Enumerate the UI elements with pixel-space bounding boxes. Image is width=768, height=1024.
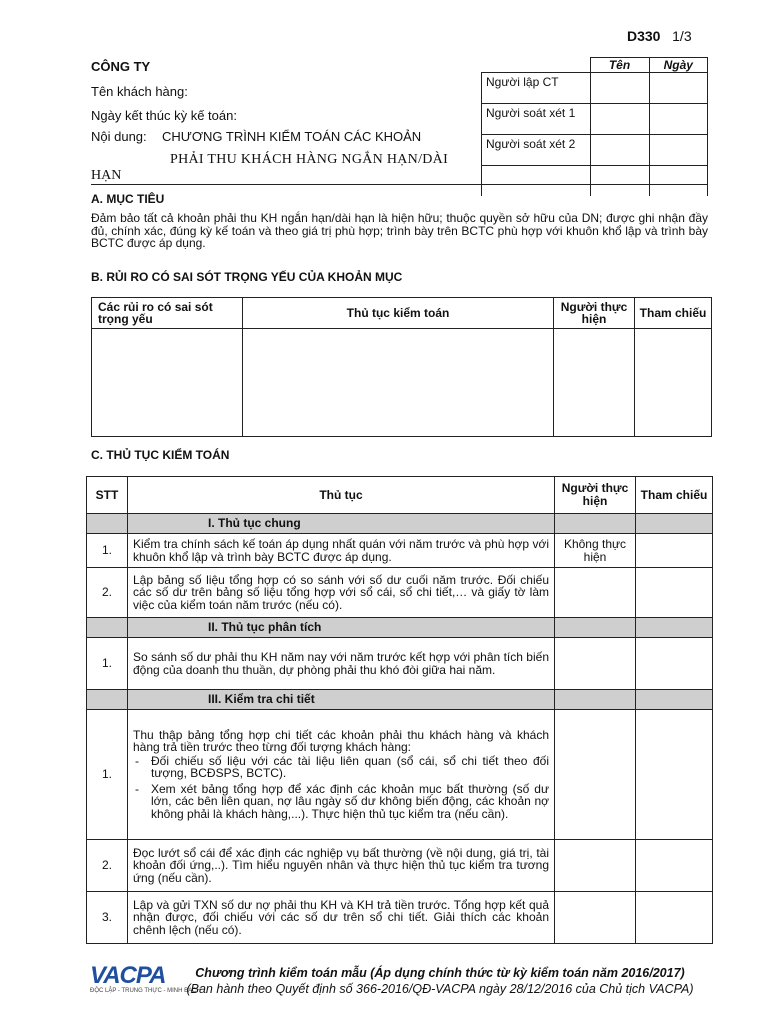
group-title: II. Thủ tục phân tích (128, 618, 555, 638)
signoff-date-cell[interactable] (649, 73, 708, 104)
row-number: 1. (87, 638, 128, 690)
signoff-role: Người soát xét 1 (482, 104, 591, 135)
signoff-col-date: Ngày (649, 58, 708, 73)
performer-cell[interactable] (555, 638, 636, 690)
risk-col-procedure: Thủ tục kiểm toán (243, 298, 554, 329)
procedure-bullet: - Xem xét bảng tổng hợp để xác định các khoản mục bất thường (số dư lớn, các bên liên quan, nợ lâu ngày số dư không biến động, các khoản nợ không phải là khách hàng,...). Thực hiện thủ tục kiểm tra (nếu cần). (133, 783, 549, 820)
table-row (87, 568, 713, 618)
row-number: 2. (87, 568, 128, 618)
procedure-intro: Thu thập bảng tổng hợp chi tiết các khoản phải thu khách hàng và khách hàng trả tiền trước theo từng đối tượng khách hàng: (133, 728, 549, 755)
reference-cell[interactable] (636, 710, 713, 840)
risk-table (91, 297, 712, 437)
procedure-text: Đọc lướt sổ cái để xác định các nghiệp vụ bất thường (về nội dung, giá trị, tài khoản đối ứng,..). Tìm hiểu nguyên nhân và thực hiện thủ tục kiểm tra tương ứng (nếu cần). (128, 840, 555, 892)
group-row (87, 690, 713, 710)
content-line-1: CHƯƠNG TRÌNH KIỂM TOÁN CÁC KHOẢN (162, 129, 422, 144)
group-title: III. Kiểm tra chi tiết (128, 690, 555, 710)
proc-col-stt: STT (87, 477, 128, 514)
risk-ref-cell[interactable] (635, 329, 712, 437)
company-label: CÔNG TY (91, 59, 151, 74)
proc-col-ref: Tham chiếu (636, 477, 713, 514)
risk-col-ref: Tham chiếu (635, 298, 712, 329)
table-row (87, 534, 713, 568)
signoff-role: Người lập CT (482, 73, 591, 104)
page-code (627, 28, 692, 44)
row-number: 1. (87, 534, 128, 568)
procedure-text: Lập bảng số liệu tổng hợp có so sánh với số dư cuối năm trước. Đối chiếu các số dư trên bảng số liệu tổng hợp với sổ cái, sổ chi tiết,… và giấy tờ làm việc của kiểm toán năm trước (nếu có). (128, 568, 555, 618)
performer-cell[interactable] (555, 892, 636, 944)
signoff-name-cell[interactable] (590, 104, 649, 135)
performer-cell[interactable] (555, 840, 636, 892)
risk-procedure-cell[interactable] (243, 329, 554, 437)
row-number: 3. (87, 892, 128, 944)
signoff-row (482, 135, 708, 166)
procedure-text: Lập và gửi TXN số dư nợ phải thu KH và KH trả tiền trước. Tổng hợp kết quả nhận được, đối chiếu với các số dư trên sổ chi tiết. Giải thích các khoản chênh lệch (nếu có). (128, 892, 555, 944)
reference-cell[interactable] (636, 638, 713, 690)
table-row (87, 840, 713, 892)
risk-cell[interactable] (92, 329, 243, 437)
group-row (87, 514, 713, 534)
risk-col-performer: Người thực hiện (554, 298, 635, 329)
header-divider (91, 184, 708, 185)
signoff-date-cell[interactable] (649, 166, 708, 197)
signoff-role: Người soát xét 2 (482, 135, 591, 166)
table-row (87, 892, 713, 944)
performer-cell[interactable]: Không thực hiện (555, 534, 636, 568)
procedure-bullet: - Đối chiếu số liệu với các tài liệu liên quan (sổ cái, sổ chi tiết theo đối tượng, BCĐSPS, BCTC). (133, 755, 549, 780)
risk-col-risk: Các rủi ro có sai sót trọng yếu (92, 298, 243, 329)
page-number: 1/3 (672, 28, 692, 44)
signoff-role (482, 166, 591, 197)
signoff-date-cell[interactable] (649, 104, 708, 135)
content-label: Nội dung: (91, 129, 147, 144)
table-row (87, 638, 713, 690)
signoff-table (481, 57, 708, 196)
period-label: Ngày kết thúc kỳ kế toán: (91, 108, 237, 123)
signoff-name-cell[interactable] (590, 73, 649, 104)
procedure-text (128, 710, 555, 840)
procedure-text: So sánh số dư phải thu KH năm nay với năm trước kết hợp với phân tích biến động của doanh thu thuần, dự phòng phải thu khó đòi giữa hai năm. (128, 638, 555, 690)
section-a-text: Đảm bảo tất cả khoản phải thu KH ngắn hạn/dài hạn là hiện hữu; thuộc quyền sở hữu của DN; được ghi nhận đầy đủ, chính xác, đúng kỳ kế toán và theo giá trị phù hợp; trình bày trên BCTC phù hợp với khuôn khổ lập và trình bày BCTC được áp dụng. (91, 211, 708, 250)
signoff-name-cell[interactable] (590, 135, 649, 166)
signoff-name-cell[interactable] (590, 166, 649, 197)
section-a-title: A. MỤC TIÊU (91, 192, 165, 206)
table-row (87, 710, 713, 840)
risk-performer-cell[interactable] (554, 329, 635, 437)
risk-row (92, 329, 712, 437)
proc-col-performer: Người thực hiện (555, 477, 636, 514)
client-label: Tên khách hàng: (91, 84, 188, 99)
content-line-3: HẠN (91, 168, 122, 183)
logo-wordmark: VACPA (90, 962, 166, 989)
footer-line-2: (Ban hành theo Quyết định số 366-2016/QĐ-VACPA ngày 28/12/2016 của Chủ tịch VACPA) (186, 982, 694, 996)
logo-tagline: ĐỘC LẬP - TRUNG THỰC - MINH BẠCH (90, 988, 201, 994)
performer-cell[interactable] (555, 568, 636, 618)
doc-code: D330 (627, 28, 661, 44)
signoff-row (482, 104, 708, 135)
row-number: 2. (87, 840, 128, 892)
section-b-title: B. RỦI RO CÓ SAI SÓT TRỌNG YẾU CỦA KHOẢN MỤC (91, 270, 403, 284)
signoff-col-name: Tên (590, 58, 649, 73)
reference-cell[interactable] (636, 892, 713, 944)
signoff-date-cell[interactable] (649, 135, 708, 166)
group-title: I. Thủ tục chung (128, 514, 555, 534)
footer-line-1: Chương trình kiểm toán mẫu (Áp dụng chính thức từ kỳ kiểm toán năm 2016/2017) (195, 966, 685, 980)
group-row (87, 618, 713, 638)
procedures-table (86, 476, 713, 944)
signoff-row (482, 73, 708, 104)
performer-cell[interactable] (555, 710, 636, 840)
section-c-title: C. THỦ TỤC KIỂM TOÁN (91, 448, 230, 462)
procedure-bullets (133, 755, 549, 820)
row-number: 1. (87, 710, 128, 840)
reference-cell[interactable] (636, 534, 713, 568)
content-line-2: PHẢI THU KHÁCH HÀNG NGẮN HẠN/DÀI (170, 152, 449, 167)
procedure-text: Kiểm tra chính sách kế toán áp dụng nhất quán với năm trước và phù hợp với khuôn khổ lập và trình bày BCTC được áp dụng. (128, 534, 555, 568)
signoff-row (482, 166, 708, 197)
reference-cell[interactable] (636, 840, 713, 892)
reference-cell[interactable] (636, 568, 713, 618)
proc-col-procedure: Thủ tục (128, 477, 555, 514)
